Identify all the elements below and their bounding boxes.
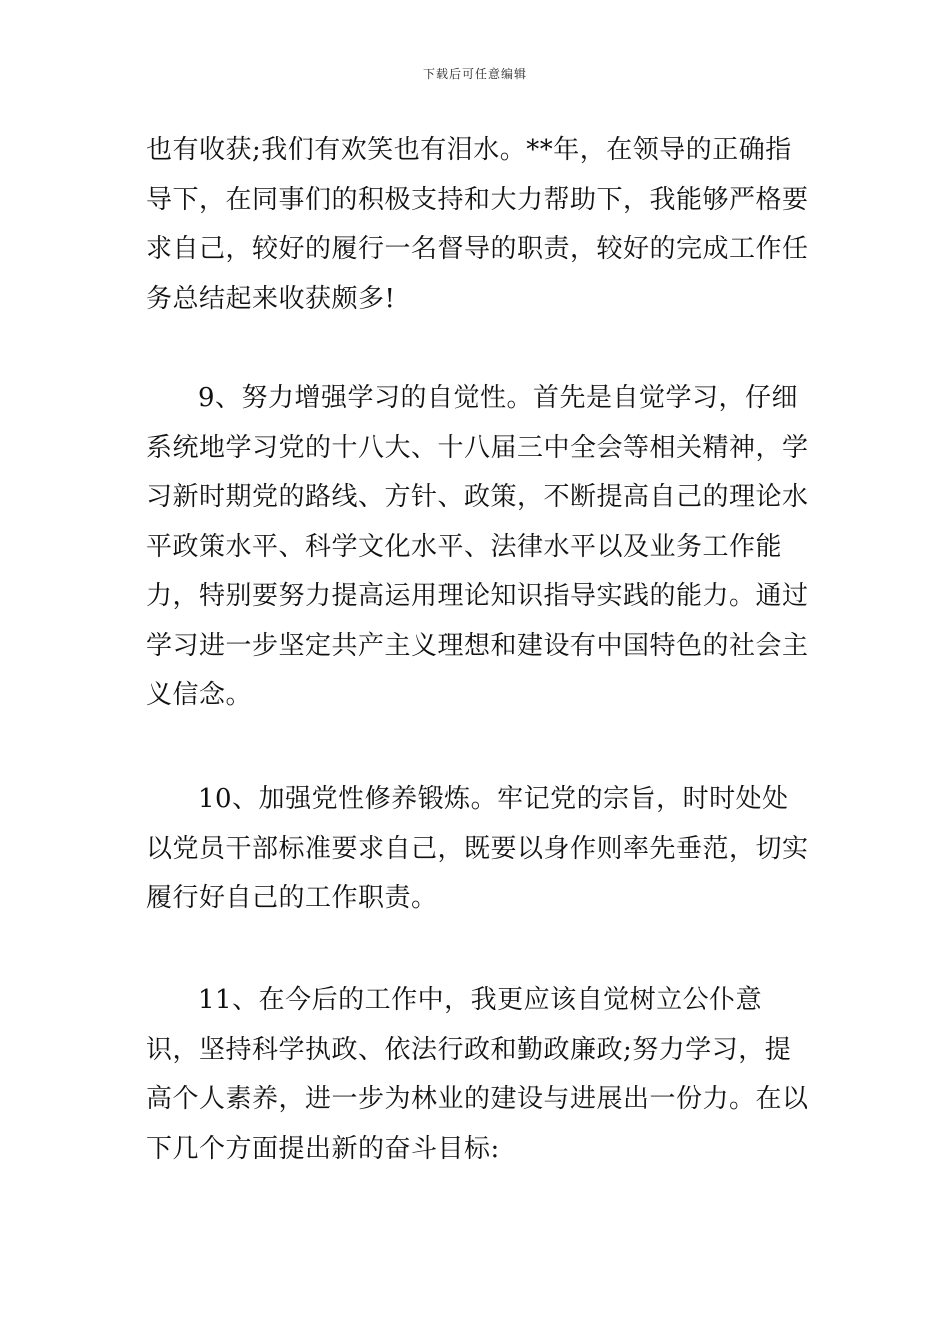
- paragraph-3: 10、加强党性修养锻炼。牢记党的宗旨，时时处处以党员干部标准要求自己，既要以身作则率先垂范，切实履行好自己的工作职责。: [146, 784, 809, 913]
- paragraph-2: 9、努力增强学习的自觉性。首先是自觉学习，仔细系统地学习党的十八大、十八届三中全会等相关精神，学习新时期党的路线、方针、政策，不断提高自己的理论水平政策水平、科学文化水平、法律水平以及业务工作能力，特别要努力提高运用理论知识指导实践的能力。通过学习进一步坚定共产主义理想和建设有中国特色的社会主义信念。: [146, 383, 809, 710]
- paragraph-4: 11、在今后的工作中，我更应该自觉树立公仆意识，坚持科学执政、依法行政和勤政廉政;努力学习，提高个人素养，进一步为林业的建设与进展出一份力。在以下几个方面提出新的奋斗目标:: [146, 985, 809, 1164]
- paragraph-1: 也有收获;我们有欢笑也有泪水。**年，在领导的正确指导下，在同事们的积极支持和大力帮助下，我能够严格要求自己，较好的履行一名督导的职责，较好的完成工作任务总结起来收获颇多!: [146, 135, 809, 314]
- header-note: 下载后可任意编辑: [422, 67, 527, 81]
